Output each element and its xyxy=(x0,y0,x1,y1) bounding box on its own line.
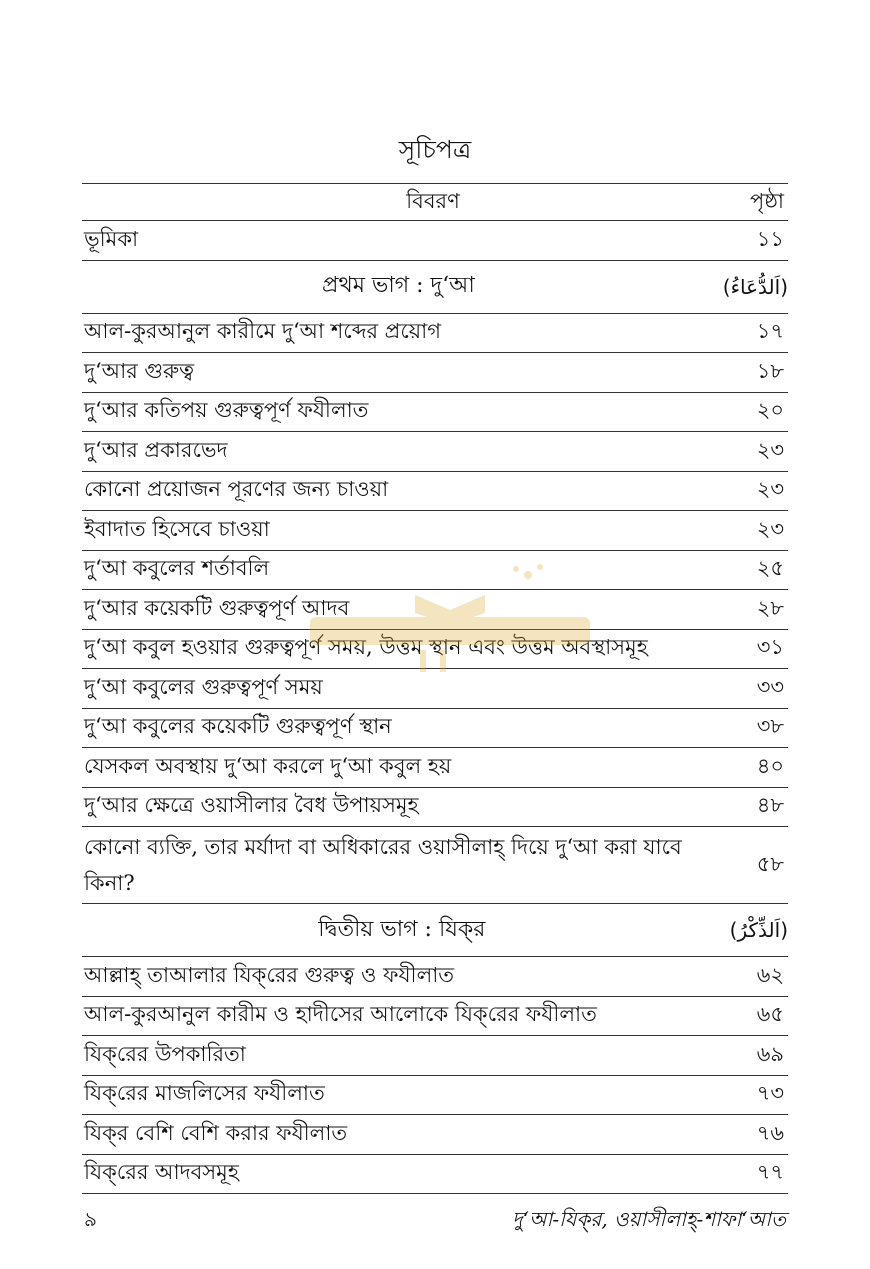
entry-page-number: ২৩ xyxy=(756,437,784,462)
entry-page-number: ৬৯ xyxy=(756,1041,784,1066)
entry-page-number: ৩১ xyxy=(756,635,784,660)
entry-title: দু‘আর গুরুত্ব xyxy=(84,358,195,383)
table-of-contents xyxy=(82,183,788,1194)
toc-entry-row xyxy=(82,314,788,354)
entry-title: দু‘আর ক্ষেত্রে ওয়াসীলার বৈধ উপায়সমূহ xyxy=(84,793,419,818)
toc-entry-row xyxy=(82,1076,788,1116)
publisher-logo-watermark xyxy=(300,555,600,685)
page-number: ৯ xyxy=(84,1207,97,1231)
header-description-label: বিবরণ xyxy=(406,188,460,213)
toc-entry-row xyxy=(82,432,788,472)
section-heading xyxy=(82,904,788,957)
section-arabic-title: (اَلدُّعَاءُ) xyxy=(722,274,788,299)
entry-page-number: ২৫ xyxy=(756,556,784,581)
entry-page-number: ৩৩ xyxy=(756,674,784,699)
entry-page-number: ৬২ xyxy=(756,962,784,987)
entry-page-number: ৫৮ xyxy=(756,851,784,876)
toc-entry-row xyxy=(82,709,788,749)
toc-entry-row xyxy=(82,957,788,997)
toc-entry-row xyxy=(82,788,788,828)
header-page-label: পৃষ্ঠা xyxy=(749,188,784,213)
toc-entry-row xyxy=(82,393,788,433)
entry-page-number: ২৮ xyxy=(756,595,784,620)
section-title: দ্বিতীয় ভাগ : যিক্‌র xyxy=(318,916,486,942)
toc-entry-row xyxy=(82,1155,788,1195)
entry-title: কোনো প্রয়োজন পূরণের জন্য চাওয়া xyxy=(84,477,389,502)
toc-entry-row xyxy=(82,472,788,512)
entry-title: কোনো ব্যক্তি, তার মর্যাদা বা অধিকারের ওয়াসীলাহ্ দিয়ে দু‘আ করা যাবে কিনা? xyxy=(84,835,682,895)
entry-page-number: ১৭ xyxy=(756,319,784,344)
entry-title: যেসকল অবস্থায় দু‘আ করলে দু‘আ কবুল হয় xyxy=(84,753,452,778)
entry-page-number: ৭৩ xyxy=(756,1081,784,1106)
page-footer xyxy=(82,1205,788,1233)
running-title: দু‘আ-যিক্‌র, ওয়াসীলাহ্-শাফা‘আত xyxy=(512,1207,786,1231)
entry-title: দু‘আর কয়েকটি গুরুত্বপূর্ণ আদব xyxy=(84,595,350,620)
toc-entry-row xyxy=(82,221,788,261)
entry-page-number: ২৩ xyxy=(756,516,784,541)
entry-page-number: ৩৮ xyxy=(756,714,784,739)
toc-header-row xyxy=(82,184,788,221)
entry-title: দু‘আর কতিপয় গুরুত্বপূর্ণ ফযীলাত xyxy=(84,398,369,423)
entry-title: যিক্‌রের মাজলিসের ফযীলাত xyxy=(84,1081,325,1106)
entry-title: দু‘আ কবুলের শর্তাবলি xyxy=(84,556,270,581)
entry-title: দু‘আর প্রকারভেদ xyxy=(84,437,228,462)
entry-title: আল্লাহ্‌ তাআলার যিক্‌রের গুরুত্ব ও ফযীলাত xyxy=(84,962,455,987)
entry-title: যিক্‌রের উপকারিতা xyxy=(84,1041,246,1066)
entry-title: যিক্‌র বেশি বেশি করার ফযীলাত xyxy=(84,1120,348,1145)
entry-title: আল-কুরআনুল কারীমে দু‘আ শব্দের প্রয়োগ xyxy=(84,319,442,344)
entry-page-number: ৭৭ xyxy=(756,1160,784,1185)
entry-page-number: ১৮ xyxy=(756,358,784,383)
toc-entry-row xyxy=(82,511,788,551)
section-title: প্রথম ভাগ : দু‘আ xyxy=(322,273,475,298)
entry-page-number: ২৩ xyxy=(756,477,784,502)
entry-page-number: ৬৫ xyxy=(756,1002,784,1027)
toc-entry-row xyxy=(82,997,788,1037)
toc-entry-row xyxy=(82,353,788,393)
entry-title: যিক্‌রের আদবসমূহ xyxy=(84,1160,239,1185)
entry-title: দু‘আ কবুলের গুরুত্বপূর্ণ সময় xyxy=(84,674,323,699)
toc-entry-row xyxy=(82,1036,788,1076)
entry-title: ভূমিকা xyxy=(84,226,139,251)
toc-entry-row xyxy=(82,748,788,788)
entry-title: দু‘আ কবুল হওয়ার গুরুত্বপূর্ণ সময়, উত্তম স্থান এবং উত্তম অবস্থাসমূহ xyxy=(84,635,648,660)
toc-entry-row xyxy=(82,827,788,904)
entry-page-number: ১১ xyxy=(756,226,784,251)
entry-page-number: ৪৮ xyxy=(756,793,784,818)
section-heading xyxy=(82,261,788,314)
entry-title: দু‘আ কবুলের কয়েকটি গুরুত্বপূর্ণ স্থান xyxy=(84,714,392,739)
entry-title: ইবাদাত হিসেবে চাওয়া xyxy=(84,516,270,541)
entry-page-number: ৪০ xyxy=(756,753,784,778)
entry-title: আল-কুরআনুল কারীম ও হাদীসের আলোকে যিক্‌রের ফযীলাত xyxy=(84,1002,597,1027)
entry-page-number: ৭৬ xyxy=(756,1120,784,1145)
section-arabic-title: (اَلذِّكْرُ) xyxy=(729,918,788,942)
page-title: সূচিপত্র xyxy=(398,135,472,164)
entry-page-number: ২০ xyxy=(756,398,784,423)
toc-entry-row xyxy=(82,1115,788,1155)
